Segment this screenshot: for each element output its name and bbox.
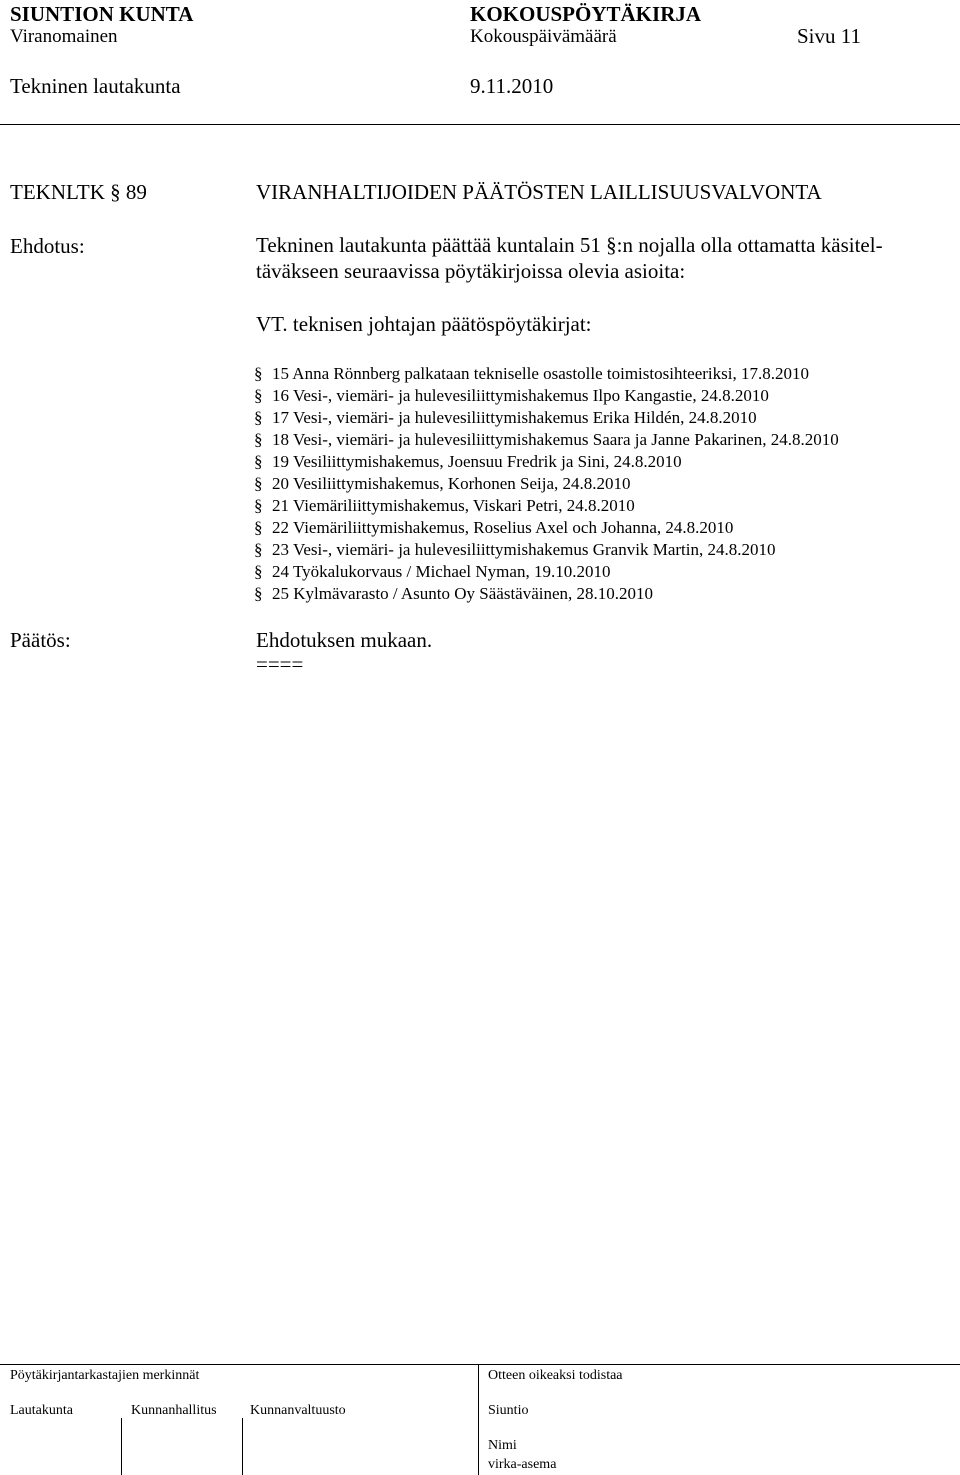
reviewers-label: Pöytäkirjantarkastajien merkinnät	[10, 1368, 200, 1383]
section-mark: §	[254, 496, 263, 515]
certify-name-label: Nimi	[488, 1438, 517, 1453]
section-mark: §	[254, 386, 263, 405]
section-mark: §	[254, 540, 263, 559]
decision-label: Päätös:	[10, 628, 71, 652]
section-mark: §	[254, 430, 263, 449]
certify-position-label: virka-asema	[488, 1457, 557, 1472]
proposal-line-1: Tekninen lautakunta päättää kuntalain 51 §:n nojalla olla ottamatta käsitel-	[256, 233, 883, 257]
authority-name: Tekninen lautakunta	[10, 74, 181, 98]
reviewer-column-kunnanvaltuusto: Kunnanvaltuusto	[250, 1403, 346, 1418]
list-item: § 18 Vesi-, viemäri- ja hulevesiliittymishakemus Saara ja Janne Pakarinen, 24.8.2010	[254, 430, 839, 449]
section-mark: §	[254, 562, 263, 581]
header-divider	[0, 124, 960, 125]
list-item: § 19 Vesiliittymishakemus, Joensuu Fredrik ja Sini, 24.8.2010	[254, 452, 682, 471]
proposal-line-2: täväkseen seuraavissa pöytäkirjoissa olevia asioita:	[256, 259, 686, 283]
section-mark: §	[254, 584, 263, 603]
footer-divider	[0, 1364, 960, 1365]
decision-text: Ehdotuksen mukaan.	[256, 628, 433, 652]
list-item: § 21 Viemäriliittymishakemus, Viskari Petri, 24.8.2010	[254, 496, 635, 515]
list-item: § 23 Vesi-, viemäri- ja hulevesiliittymishakemus Granvik Martin, 24.8.2010	[254, 540, 776, 559]
list-item: § 22 Viemäriliittymishakemus, Roselius Axel och Johanna, 24.8.2010	[254, 518, 734, 537]
meeting-date: 9.11.2010	[470, 74, 554, 98]
section-mark: §	[254, 474, 263, 493]
list-item: § 25 Kylmävarasto / Asunto Oy Säästäväinen, 28.10.2010	[254, 584, 654, 603]
list-item: § 16 Vesi-, viemäri- ja hulevesiliittymishakemus Ilpo Kangastie, 24.8.2010	[254, 386, 769, 405]
page-number: Sivu 11	[797, 24, 861, 48]
list-item: § 24 Työkalukorvaus / Michael Nyman, 19.10.2010	[254, 562, 611, 581]
authority-label: Viranomainen	[10, 26, 118, 47]
footer-center-divider	[478, 1364, 479, 1475]
date-label: Kokouspäivämäärä	[470, 26, 617, 47]
section-mark: §	[254, 408, 263, 427]
list-item: § 15 Anna Rönnberg palkataan tekniselle osastolle toimistosihteeriksi, 17.8.2010	[254, 364, 809, 383]
section-mark: §	[254, 452, 263, 471]
list-subheading: VT. teknisen johtajan päätöspöytäkirjat:	[256, 312, 592, 336]
proposal-label: Ehdotus:	[10, 234, 85, 258]
proposal-text	[256, 232, 883, 284]
municipality-name: SIUNTION KUNTA	[10, 2, 194, 26]
list-item: § 17 Vesi-, viemäri- ja hulevesiliittymishakemus Erika Hildén, 24.8.2010	[254, 408, 757, 427]
section-title: VIRANHALTIJOIDEN PÄÄTÖSTEN LAILLISUUSVALVONTA	[256, 180, 822, 204]
footer-col-divider-2	[242, 1418, 243, 1475]
certified-label: Otteen oikeaksi todistaa	[488, 1368, 623, 1383]
section-mark: §	[254, 518, 263, 537]
section-mark: §	[254, 364, 263, 383]
certify-place: Siuntio	[488, 1403, 529, 1418]
footer-col-divider-1	[121, 1418, 122, 1475]
end-mark: ====	[256, 652, 304, 676]
document-type: KOKOUSPÖYTÄKIRJA	[470, 2, 702, 26]
reviewer-column-lautakunta: Lautakunta	[10, 1403, 73, 1418]
list-item: § 20 Vesiliittymishakemus, Korhonen Seija, 24.8.2010	[254, 474, 631, 493]
section-reference: TEKNLTK § 89	[10, 180, 147, 204]
reviewer-column-kunnanhallitus: Kunnanhallitus	[131, 1403, 217, 1418]
